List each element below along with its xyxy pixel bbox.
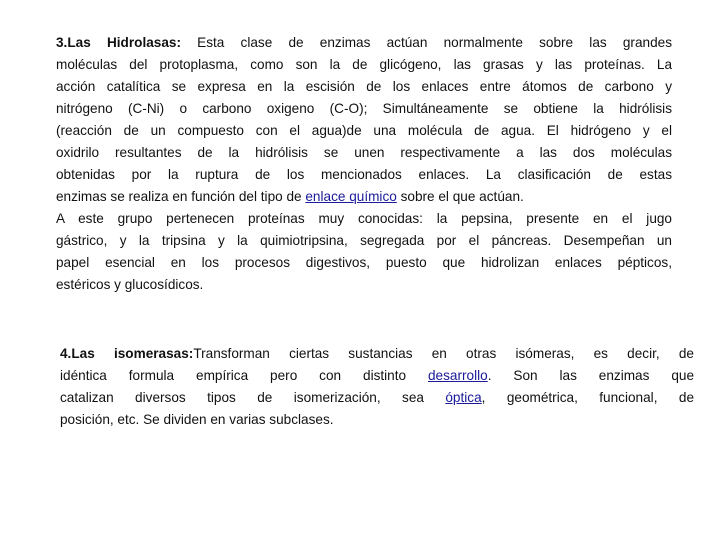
body-text: moléculas del protoplasma, como son la de glicógeno, las grasas y las proteínas. La [56,57,672,72]
body-text: acción catalítica se expresa en la escisión de los enlaces entre átomos de carbono y [56,79,672,94]
body-text: sobre el que actúan. [396,189,524,204]
body-text: idéntica formula empírica pero con distinto [60,368,428,383]
text-line [60,409,694,431]
text-line [56,208,672,230]
text-line [56,164,672,186]
text-line [56,274,672,296]
body-text: Transforman ciertas sustancias en otras isómeras, es decir, de [193,346,694,361]
text-line [56,32,672,54]
text-line [56,230,672,252]
body-text: catalizan diversos tipos de isomerización, sea [60,390,446,405]
text-line [56,186,672,208]
text-line [60,365,694,387]
body-text: Esta clase de enzimas actúan normalmente sobre las grandes [180,35,672,50]
body-text: estéricos y glucosídicos. [56,277,204,292]
body-text: , geométrica, funcional, de [481,390,694,405]
body-text: A este grupo pertenecen proteínas muy conocidas: la pepsina, presente en el jugo [56,211,672,226]
text-line [60,343,694,365]
body-text: papel esencial en los procesos digestivos, puesto que hidrolizan enlaces pépticos, [56,255,672,270]
text-line [56,142,672,164]
text-line [60,387,694,409]
hyperlink[interactable]: enlace químico [305,189,397,204]
body-text: nitrógeno (C-Ni) o carbono oxigeno (C-O); Simultáneamente se obtiene la hidrólisis [56,101,672,116]
section-heading: 3.Las Hidrolasas: [56,35,181,50]
body-text: posición, etc. Se dividen en varias subclases. [60,412,334,427]
body-text: enzimas se realiza en función del tipo de [56,189,306,204]
body-text: obtenidas por la ruptura de los mencionados enlaces. La clasificación de estas [56,167,672,182]
paragraph-isomerasas [60,343,694,431]
section-heading: 4.Las isomerasas: [60,346,194,361]
text-line [56,76,672,98]
body-text: (reacción de un compuesto con el agua)de una molécula de agua. El hidrógeno y el [56,123,672,138]
body-text: gástrico, y la tripsina y la quimiotripsina, segregada por el páncreas. Desempeñan un [56,233,672,248]
text-line [56,98,672,120]
text-line [56,120,672,142]
hyperlink[interactable]: desarrollo [428,368,488,383]
hyperlink[interactable]: óptica [445,390,482,405]
text-line [56,252,672,274]
paragraph-hidrolasas [56,32,672,296]
body-text: oxidrilo resultantes de la hidrólisis se unen respectivamente a las dos moléculas [56,145,672,160]
body-text: . Son las enzimas que [487,368,695,383]
text-line [56,54,672,76]
